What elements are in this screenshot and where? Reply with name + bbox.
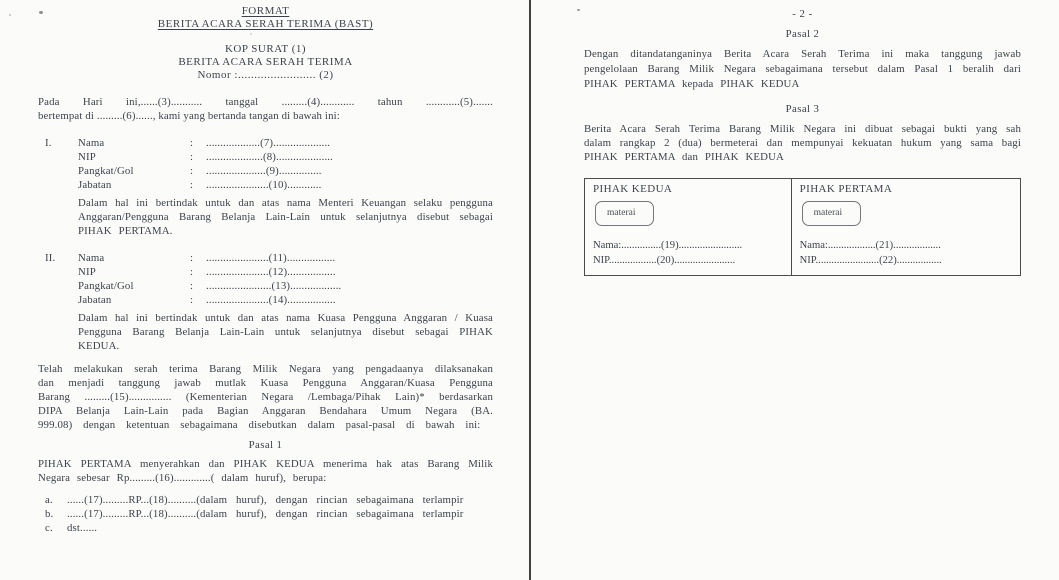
row-value: ...................(7)....................	[206, 137, 331, 149]
row-colon: :	[190, 179, 194, 191]
kop-surat: KOP SURAT (1)	[224, 43, 307, 55]
nomor-line: Nomor :........................ (2)	[197, 69, 334, 81]
row-colon: :	[190, 294, 194, 306]
party-row	[45, 265, 493, 279]
party-row	[45, 279, 493, 293]
party-numeral: I.	[45, 137, 52, 149]
signature-cell-pihak-pertama	[792, 179, 1020, 275]
row-label: Nama	[78, 137, 105, 149]
intro-line-1: Pada Hari ini,......(3)........... tanggal .........(4)............ tahun ............(5).......	[38, 96, 493, 108]
signature-cell-pihak-kedua	[585, 179, 792, 275]
party-title: PIHAK KEDUA	[593, 183, 673, 195]
row-value: ......................(11).................	[206, 252, 336, 264]
party-numeral: II.	[45, 252, 56, 264]
row-label: Jabatan	[78, 179, 112, 191]
party-row	[45, 150, 493, 164]
item-text: dst......	[67, 522, 98, 534]
pasal-1-items	[38, 493, 493, 535]
list-item-a	[45, 493, 493, 507]
row-colon: :	[190, 266, 194, 278]
party-two-block	[38, 251, 493, 353]
pasal-1-body: PIHAK PERTAMA menyerahkan dan PIHAK KEDUA menerima hak atas Barang Milik Negara sebesar Rp.........(16).............( dalam huruf), berupa:	[38, 458, 493, 484]
party-title: PIHAK PERTAMA	[799, 183, 893, 195]
nip-line: NIP........................(22).................	[799, 255, 942, 266]
row-value: ....................(8)....................	[206, 151, 334, 163]
list-item-b	[45, 507, 493, 521]
party-row	[45, 136, 493, 150]
list-item-c	[45, 521, 493, 535]
intro-paragraph	[38, 95, 493, 123]
row-colon: :	[190, 252, 194, 264]
row-value: .......................(13)..................	[206, 280, 342, 292]
party-row	[45, 178, 493, 192]
nama-line: Nama:..................(21)..................	[799, 240, 941, 251]
row-colon: :	[190, 137, 194, 149]
pasal-2-heading: Pasal 2	[785, 28, 820, 40]
telah-paragraph: Telah melakukan serah terima Barang Milik Negara yang pengadaanya dilaksanakan dan menjadi tanggung jawab mutlak Kuasa Pengguna Anggaran/Kuasa Pengguna Barang .........(15)............... (Kementerian Negara /Lembaga/Pihak Lain)* berdasarkan DIPA Belanja Lain-Lain pada Bagian Anggaran Bendahara Umum Negara (BA. 999.08) dengan ketentuan sebagaimana disebutkan dalam pasal-pasal di bawah ini:	[38, 363, 493, 431]
party-row	[45, 164, 493, 178]
page-1	[0, 0, 529, 580]
item-marker: a.	[45, 494, 53, 506]
item-text: ......(17).........RP...(18)..........(dalam huruf), dengan rincian sebagaimana terlampir	[67, 494, 464, 506]
pasal-3-heading: Pasal 3	[785, 103, 820, 115]
format-heading: FORMAT	[241, 5, 290, 17]
party-two-note: Dalam hal ini bertindak untuk dan atas nama Kuasa Pengguna Anggaran / Kuasa Pengguna Barang Belanja Lain-Lain untuk selanjutnya disebut sebagai PIHAK KEDUA.	[78, 312, 493, 352]
row-label: Pangkat/Gol	[78, 280, 134, 292]
item-marker: b.	[45, 508, 54, 520]
page-2	[531, 0, 1059, 580]
nip-line: NIP..................(20).......................	[593, 255, 736, 266]
scan-speck	[9, 14, 11, 16]
row-label: NIP	[78, 151, 96, 163]
pasal-3-body: Berita Acara Serah Terima Barang Milik Negara ini dibuat sebagai bukti yang sah dalam rangkap 2 (dua) bermeterai dan mempunyai kekuatan hukum yang sama bagi PIHAK PERTAMA dan PIHAK KEDUA	[584, 123, 1021, 163]
row-label: NIP	[78, 266, 96, 278]
materai-stamp-box: materai	[595, 201, 654, 226]
row-colon: :	[190, 165, 194, 177]
party-row	[45, 293, 493, 307]
signature-table	[584, 178, 1021, 276]
bast-heading: BERITA ACARA SERAH TERIMA (BAST)	[157, 18, 374, 30]
pasal-1-heading: Pasal 1	[248, 439, 283, 451]
row-value: .....................(9)...............	[206, 165, 322, 177]
row-value: ......................(14).................	[206, 294, 336, 306]
party-row	[45, 251, 493, 265]
page-number: - 2 -	[792, 8, 813, 20]
row-label: Nama	[78, 252, 105, 264]
scan-speck	[577, 9, 580, 11]
item-text: ......(17).........RP...(18)..........(dalam huruf), dengan rincian sebagaimana terlampir	[67, 508, 464, 520]
scan-speck	[250, 33, 252, 35]
row-colon: :	[190, 151, 194, 163]
row-colon: :	[190, 280, 194, 292]
party-one-block	[38, 136, 493, 238]
row-value: ......................(12).................	[206, 266, 336, 278]
party-one-note: Dalam hal ini bertindak untuk dan atas nama Menteri Keuangan selaku pengguna Anggaran/Pengguna Barang Belanja Lain-Lain untuk selanjutnya disebut sebagai PIHAK PERTAMA.	[78, 197, 493, 237]
row-value: ......................(10)............	[206, 179, 322, 191]
item-marker: c.	[45, 522, 53, 534]
row-label: Jabatan	[78, 294, 112, 306]
scan-speck	[39, 11, 43, 14]
row-label: Pangkat/Gol	[78, 165, 134, 177]
pasal-2-body: Dengan ditandatanganinya Berita Acara Serah Terima ini maka tanggung jawab pengelolaan Barang Milik Negara sebagaimana tersebut dalam Pasal 1 beralih dari PIHAK PERTAMA kepada PIHAK KEDUA	[584, 48, 1021, 90]
nama-line: Nama:...............(19)........................	[593, 240, 743, 251]
document-title: BERITA ACARA SERAH TERIMA	[178, 56, 353, 68]
intro-line-2: bertempat di .........(6)......, kami yang bertanda tangan di bawah ini:	[38, 110, 340, 122]
materai-stamp-box: materai	[802, 201, 861, 226]
